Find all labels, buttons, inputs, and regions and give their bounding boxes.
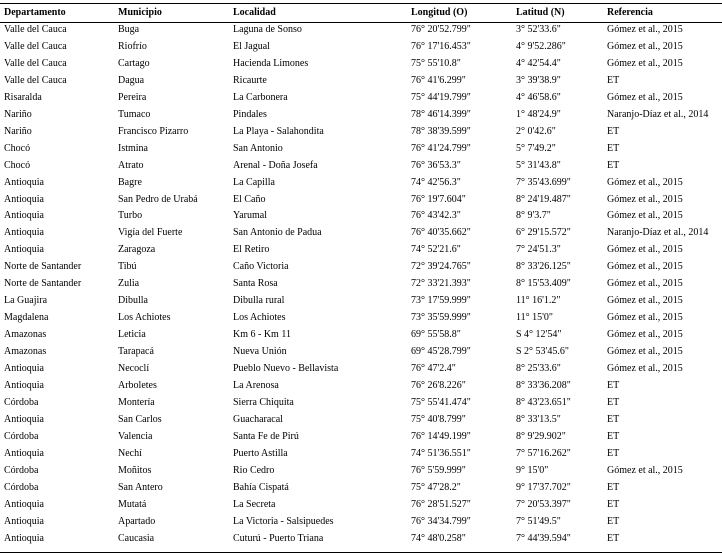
referencia-cell: Gómez et al., 2015: [607, 261, 683, 273]
table-row: [0, 463, 722, 480]
longitud-cell: 76° 14'49.199": [411, 430, 471, 442]
departamento-cell: Norte de Santander: [4, 278, 82, 290]
localidad-cell: Ricaurte: [233, 74, 267, 86]
referencia-cell: Naranjo-Díaz et al., 2014: [607, 108, 709, 120]
table-row: [0, 361, 722, 378]
municipio-cell: Zaragoza: [118, 244, 156, 256]
referencia-cell: Gómez et al., 2015: [607, 363, 683, 375]
departamento-cell: Antioquia: [4, 498, 44, 510]
localidad-cell: Los Achiotes: [233, 312, 286, 324]
referencia-cell: Gómez et al., 2015: [607, 278, 683, 290]
referencia-cell: Gómez et al., 2015: [607, 312, 683, 324]
latitud-cell: 4° 42'54.4": [516, 57, 561, 69]
municipio-cell: San Carlos: [118, 413, 162, 425]
longitud-cell: 76° 47'2.4": [411, 363, 456, 375]
municipio-cell: Mutatá: [118, 498, 147, 510]
localidad-cell: Dibulla rural: [233, 295, 285, 307]
latitud-cell: 8° 9'29.902": [516, 430, 566, 442]
latitud-cell: 8° 33'26.125": [516, 261, 571, 273]
table-row: [0, 395, 722, 412]
table-row: [0, 56, 722, 73]
latitud-cell: 5° 31'43.8": [516, 159, 561, 171]
longitud-cell: 73° 17'59.999": [411, 295, 471, 307]
latitud-cell: 11° 16'1.2": [516, 295, 561, 307]
departamento-cell: Antioquia: [4, 532, 44, 544]
municipio-cell: Arboletes: [118, 380, 157, 392]
municipio-cell: San Antero: [118, 481, 163, 493]
municipio-cell: Tibú: [118, 261, 137, 273]
municipio-cell: Moñitos: [118, 464, 152, 476]
latitud-cell: 11° 15'0": [516, 312, 554, 324]
departamento-cell: Nariño: [4, 108, 32, 120]
departamento-cell: Valle del Cauca: [4, 74, 67, 86]
municipio-cell: Valencia: [118, 430, 153, 442]
longitud-cell: 72° 39'24.765": [411, 261, 471, 273]
departamento-cell: Antioquia: [4, 227, 44, 239]
latitud-cell: 3° 52'33.6": [516, 24, 561, 35]
referencia-cell: ET: [607, 159, 620, 171]
localidad-cell: Km 6 - Km 11: [233, 329, 291, 341]
header-longitud: Longitud (O): [411, 7, 468, 18]
latitud-cell: 1° 48'24.9": [516, 108, 561, 120]
locality-table: [0, 4, 722, 548]
table-row: [0, 107, 722, 124]
localidad-cell: La Capilla: [233, 176, 275, 188]
header-latitud: Latitud (N): [516, 7, 565, 18]
departamento-cell: Norte de Santander: [4, 261, 82, 273]
table-row: [0, 327, 722, 344]
municipio-cell: Buga: [118, 24, 140, 35]
departamento-cell: Córdoba: [4, 464, 39, 476]
municipio-cell: Riofrío: [118, 40, 147, 52]
departamento-cell: Valle del Cauca: [4, 24, 67, 35]
localidad-cell: Nueva Unión: [233, 346, 287, 358]
referencia-cell: Gómez et al., 2015: [607, 210, 683, 222]
localidad-cell: El Retiro: [233, 244, 270, 256]
referencia-cell: ET: [607, 413, 620, 425]
referencia-cell: Gómez et al., 2015: [607, 91, 683, 103]
longitud-cell: 78° 46'14.399": [411, 108, 471, 120]
localidad-cell: Rio Cedro: [233, 464, 275, 476]
longitud-cell: 76° 28'51.527": [411, 498, 471, 510]
departamento-cell: Risaralda: [4, 91, 42, 103]
localidad-cell: Bahía Cispatá: [233, 481, 289, 493]
longitud-cell: 74° 42'56.3": [411, 176, 461, 188]
municipio-cell: Necoclí: [118, 363, 150, 375]
latitud-cell: 4° 9'52.286": [516, 40, 566, 52]
municipio-cell: Istmina: [118, 142, 148, 154]
localidad-cell: La Secreta: [233, 498, 276, 510]
referencia-cell: ET: [607, 74, 620, 86]
localidad-cell: Pueblo Nuevo - Bellavista: [233, 363, 339, 375]
referencia-cell: ET: [607, 447, 620, 459]
latitud-cell: 7° 35'43.699": [516, 176, 571, 188]
longitud-cell: 69° 45'28.799": [411, 346, 471, 358]
latitud-cell: 7° 24'51.3": [516, 244, 561, 256]
municipio-cell: Francisco Pizarro: [118, 125, 189, 137]
longitud-cell: 74° 48'0.258": [411, 532, 466, 544]
table-row: [0, 480, 722, 497]
referencia-cell: ET: [607, 396, 620, 408]
departamento-cell: Antioquia: [4, 244, 44, 256]
latitud-cell: 8° 25'33.6": [516, 363, 561, 375]
latitud-cell: 8° 33'36.208": [516, 380, 571, 392]
departamento-cell: Amazonas: [4, 346, 47, 358]
localidad-cell: Santa Rosa: [233, 278, 278, 290]
referencia-cell: Gómez et al., 2015: [607, 57, 683, 69]
departamento-cell: Córdoba: [4, 396, 39, 408]
referencia-cell: ET: [607, 515, 620, 527]
latitud-cell: 8° 43'23.651": [516, 396, 571, 408]
longitud-cell: 75° 55'10.8": [411, 57, 461, 69]
referencia-cell: Gómez et al., 2015: [607, 193, 683, 205]
referencia-cell: Gómez et al., 2015: [607, 40, 683, 52]
localidad-cell: Yarumal: [233, 210, 267, 222]
localidad-cell: Puerto Astilla: [233, 447, 288, 459]
table-row: [0, 497, 722, 514]
table-row: [0, 158, 722, 175]
departamento-cell: Nariño: [4, 125, 32, 137]
referencia-cell: ET: [607, 481, 620, 493]
table-row: [0, 225, 722, 242]
municipio-cell: Dagua: [118, 74, 145, 86]
municipio-cell: Apartado: [118, 515, 156, 527]
latitud-cell: 2° 0'42.6": [516, 125, 556, 137]
departamento-cell: Antioquia: [4, 413, 44, 425]
departamento-cell: Chocó: [4, 142, 31, 154]
table-row: [0, 378, 722, 395]
departamento-cell: Magdalena: [4, 312, 49, 324]
municipio-cell: Montería: [118, 396, 155, 408]
localidad-cell: Laguna de Sonso: [233, 24, 302, 35]
latitud-cell: 7° 20'53.397": [516, 498, 571, 510]
referencia-cell: ET: [607, 430, 620, 442]
table-row: [0, 259, 722, 276]
departamento-cell: Valle del Cauca: [4, 40, 67, 52]
latitud-cell: 6° 29'15.572": [516, 227, 571, 239]
departamento-cell: Antioquia: [4, 380, 44, 392]
table-row: [0, 310, 722, 327]
referencia-cell: Gómez et al., 2015: [607, 244, 683, 256]
longitud-cell: 76° 41'6.299": [411, 74, 466, 86]
referencia-cell: ET: [607, 498, 620, 510]
referencia-cell: Gómez et al., 2015: [607, 24, 683, 35]
table-header: [0, 4, 722, 22]
referencia-cell: Gómez et al., 2015: [607, 295, 683, 307]
table-row: [0, 531, 722, 548]
table-row: [0, 39, 722, 56]
departamento-cell: Antioquia: [4, 515, 44, 527]
table-row: [0, 514, 722, 531]
table-row: [0, 22, 722, 39]
municipio-cell: Dibulla: [118, 295, 148, 307]
localidad-cell: El Caño: [233, 193, 266, 205]
latitud-cell: 5° 7'49.2": [516, 142, 556, 154]
latitud-cell: S 2° 53'45.6": [516, 346, 569, 358]
municipio-cell: Cartago: [118, 57, 150, 69]
latitud-cell: 8° 33'13.5": [516, 413, 561, 425]
municipio-cell: Caucasia: [118, 532, 155, 544]
longitud-cell: 76° 41'24.799": [411, 142, 471, 154]
departamento-cell: Chocó: [4, 159, 31, 171]
referencia-cell: Gómez et al., 2015: [607, 464, 683, 476]
longitud-cell: 75° 44'19.799": [411, 91, 471, 103]
localidad-cell: La Victoria - Salsipuedes: [233, 515, 334, 527]
longitud-cell: 76° 36'53.3": [411, 159, 461, 171]
departamento-cell: Córdoba: [4, 430, 39, 442]
localidad-cell: Santa Fe de Pirú: [233, 430, 299, 442]
referencia-cell: Naranjo-Díaz et al., 2014: [607, 227, 709, 239]
departamento-cell: Córdoba: [4, 481, 39, 493]
longitud-cell: 74° 51'36.551": [411, 447, 471, 459]
localidad-cell: Pindales: [233, 108, 267, 120]
latitud-cell: 9° 15'0": [516, 464, 549, 476]
table-row: [0, 192, 722, 209]
longitud-cell: 75° 40'8.799": [411, 413, 466, 425]
table-row: [0, 141, 722, 158]
table-row: [0, 175, 722, 192]
latitud-cell: 8° 24'19.487": [516, 193, 571, 205]
table-row: [0, 293, 722, 310]
latitud-cell: 8° 15'53.409": [516, 278, 571, 290]
latitud-cell: 8° 9'3.7": [516, 210, 551, 222]
localidad-cell: San Antonio de Padua: [233, 227, 322, 239]
table-row: [0, 446, 722, 463]
header-departamento: Departamento: [4, 7, 66, 18]
longitud-cell: 78° 38'39.599": [411, 125, 471, 137]
municipio-cell: Tumaco: [118, 108, 151, 120]
longitud-cell: 76° 19'7.604": [411, 193, 466, 205]
localidad-cell: San Antonio: [233, 142, 283, 154]
table-row: [0, 412, 722, 429]
departamento-cell: Antioquia: [4, 447, 44, 459]
localidad-cell: La Carbonera: [233, 91, 288, 103]
referencia-cell: Gómez et al., 2015: [607, 329, 683, 341]
localidad-cell: Guacharacal: [233, 413, 283, 425]
header-row: [0, 4, 722, 22]
longitud-cell: 74° 52'21.6": [411, 244, 461, 256]
municipio-cell: Los Achiotes: [118, 312, 171, 324]
departamento-cell: Valle del Cauca: [4, 57, 67, 69]
table-row: [0, 90, 722, 107]
municipio-cell: Turbo: [118, 210, 143, 222]
table-row: [0, 124, 722, 141]
localidad-cell: Hacienda Limones: [233, 57, 309, 69]
referencia-cell: ET: [607, 380, 620, 392]
referencia-cell: ET: [607, 125, 620, 137]
latitud-cell: S 4° 12'54": [516, 329, 562, 341]
longitud-cell: 76° 20'52.799": [411, 24, 471, 35]
longitud-cell: 75° 55'41.474": [411, 396, 471, 408]
longitud-cell: 73° 35'59.999": [411, 312, 471, 324]
table-body: [0, 22, 722, 548]
header-localidad: Localidad: [233, 7, 276, 18]
departamento-cell: Antioquia: [4, 193, 44, 205]
localidad-cell: Arenal - Doña Josefa: [233, 159, 318, 171]
municipio-cell: Bagre: [118, 176, 142, 188]
latitud-cell: 7° 44'39.594": [516, 532, 571, 544]
table-row: [0, 429, 722, 446]
longitud-cell: 76° 34'34.799": [411, 515, 471, 527]
municipio-cell: San Pedro de Urabá: [118, 193, 198, 205]
municipio-cell: Atrato: [118, 159, 144, 171]
localidad-cell: Caño Victoria: [233, 261, 289, 273]
table-row: [0, 276, 722, 293]
departamento-cell: Antioquia: [4, 176, 44, 188]
localidad-cell: Cuturú - Puerto Triana: [233, 532, 324, 544]
departamento-cell: Amazonas: [4, 329, 47, 341]
longitud-cell: 76° 26'8.226": [411, 380, 466, 392]
municipio-cell: Nechí: [118, 447, 142, 459]
referencia-cell: Gómez et al., 2015: [607, 176, 683, 188]
longitud-cell: 72° 33'21.393": [411, 278, 471, 290]
table-row: [0, 208, 722, 225]
referencia-cell: ET: [607, 142, 620, 154]
latitud-cell: 7° 57'16.262": [516, 447, 571, 459]
latitud-cell: 7° 51'49.5": [516, 515, 561, 527]
longitud-cell: 75° 47'28.2": [411, 481, 461, 493]
table-row: [0, 242, 722, 259]
localidad-cell: La Playa - Salahondita: [233, 125, 324, 137]
departamento-cell: La Guajira: [4, 295, 48, 307]
municipio-cell: Vigía del Fuerte: [118, 227, 183, 239]
table-row: [0, 73, 722, 90]
localidad-cell: La Arenosa: [233, 380, 279, 392]
municipio-cell: Tarapacá: [118, 346, 154, 358]
longitud-cell: 76° 43'42.3": [411, 210, 461, 222]
latitud-cell: 9° 17'37.702": [516, 481, 571, 493]
header-municipio: Municipio: [118, 7, 162, 18]
header-referencia: Referencia: [607, 7, 653, 18]
departamento-cell: Antioquia: [4, 363, 44, 375]
header-rule: [0, 22, 722, 23]
longitud-cell: 76° 40'35.662": [411, 227, 471, 239]
municipio-cell: Pereira: [118, 91, 147, 103]
localidad-cell: Sierra Chiquita: [233, 396, 294, 408]
longitud-cell: 76° 17'16.453": [411, 40, 471, 52]
localidad-cell: El Jagual: [233, 40, 270, 52]
latitud-cell: 4° 46'58.6": [516, 91, 561, 103]
latitud-cell: 3° 39'38.9": [516, 74, 561, 86]
municipio-cell: Zulia: [118, 278, 140, 290]
municipio-cell: Leticia: [118, 329, 146, 341]
departamento-cell: Antioquia: [4, 210, 44, 222]
longitud-cell: 69° 55'58.8": [411, 329, 461, 341]
referencia-cell: Gómez et al., 2015: [607, 346, 683, 358]
referencia-cell: ET: [607, 532, 620, 544]
table-row: [0, 344, 722, 361]
longitud-cell: 76° 5'59.999": [411, 464, 466, 476]
